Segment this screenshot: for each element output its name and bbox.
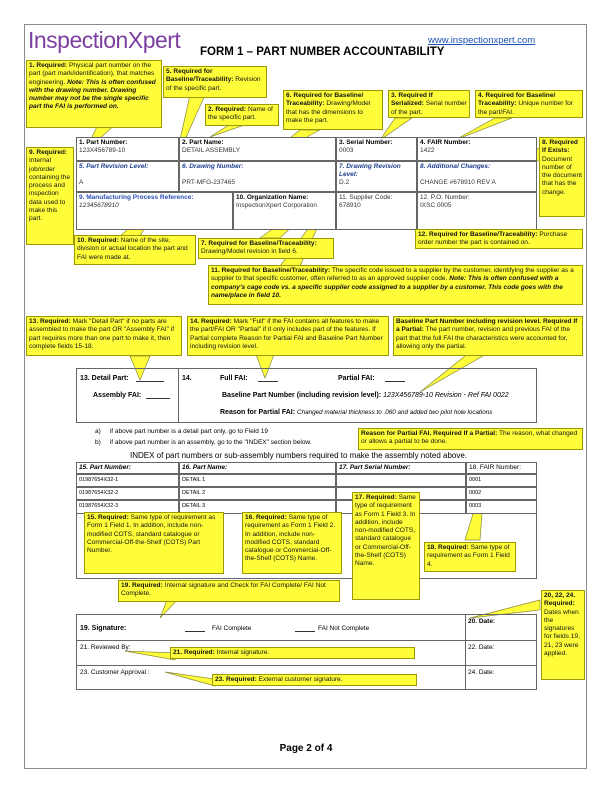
field-6-drawing-number[interactable]: 6. Drawing Number: PRT-MFG-237465 — [179, 161, 336, 192]
table-row[interactable]: 0002 — [466, 487, 537, 500]
field-2-part-name[interactable]: 2. Part Name: DETAIL ASSEMBLY — [179, 137, 336, 161]
option-b: b) if above part number is an assembly, go to the "INDEX" section below. — [95, 439, 312, 446]
table-row[interactable]: 01987654X32-1 — [76, 474, 179, 487]
fai-complete-checkbox[interactable] — [185, 631, 205, 632]
field-22-label: 22. Date: — [468, 644, 495, 651]
note-16: 16. Required: Same type of requirement as Form 1 Field 2. In addition, include non-modified COTS, standard catalogue or Commercial-Off-the-Shelf (COTS) Name. — [242, 512, 342, 574]
divider — [178, 368, 179, 423]
note-2: 2. Required: Name of the specific part. — [205, 104, 279, 126]
fai-not-complete-checkbox[interactable] — [295, 631, 315, 632]
table-row[interactable]: 01987654X32-2 — [76, 487, 179, 500]
note-19: 19. Required: Internal signature and Check for FAI Complete/ FAI Not Complete. — [118, 580, 340, 602]
partial-fai-checkbox[interactable] — [385, 381, 405, 382]
field-7-drawing-revision[interactable]: 7. Drawing Revision Level: D.2 — [336, 161, 417, 192]
col-17-header: 17. Part Serial Number: — [336, 462, 466, 474]
full-fai-checkbox[interactable] — [258, 381, 278, 382]
field-5-part-revision[interactable]: 5. Part Revision Level: A — [76, 161, 179, 192]
note-reason: Reason for Partial FAI. Required If a Partial: The reason, what changed or allows a partial to be done. — [358, 428, 583, 450]
note-7: 7. Required for Baseline/Traceability: Drawing/Model revision in field 6. — [198, 238, 334, 259]
note-9: 9. Required: Internal job/order containing the process and inspection data used to make this part. — [26, 147, 74, 245]
note-15: 15. Required: Same type of requirement as Form 1 Field 1. In addition, include non-modified COTS, standard catalogue or Commercial-Off-the-Shelf (COTS) Part Number. — [84, 512, 224, 574]
field-10-organization-name[interactable]: 10. Organization Name: InspectionXpert Corporation — [233, 192, 336, 230]
baseline-part-number[interactable]: Baseline Part Number (including revision level): 123X456789-10 Revision - Ref FAI 0022 — [222, 392, 509, 399]
field-19-label: 19. Signature: — [80, 625, 127, 632]
option-a: a) if above part number is a detail part only, go to Field 19 — [95, 428, 268, 435]
note-8: 8. Required If Exists: Document number of the document that has the change. — [539, 137, 585, 217]
fai-not-complete-label: FAI Not Complete — [318, 625, 370, 632]
field-20-label: 20. Date: — [468, 618, 496, 625]
index-title: INDEX of part numbers or sub-assembly numbers required to make the assembly noted above. — [130, 451, 468, 460]
field-9-manufacturing-ref[interactable]: 9. Manufacturing Process Reference: 12345678910 — [76, 192, 233, 230]
col-18-header: 18. FAIR Number: — [466, 462, 537, 474]
assembly-fai-label: Assembly FAI: — [93, 392, 142, 399]
field-23-label: 23. Customer Approval : — [80, 669, 150, 676]
table-row[interactable]: 0001 — [466, 474, 537, 487]
field-13-label: 13. Detail Part: — [80, 375, 129, 382]
detail-part-checkbox[interactable] — [136, 381, 164, 382]
note-4: 4. Required for Baseline/ Traceability: Unique number for the part/FAI. — [475, 90, 583, 118]
field-8-additional-changes[interactable]: 8. Additional Changes: CHANGE #678910 REV A — [417, 161, 537, 192]
assembly-fai-checkbox[interactable] — [146, 398, 170, 399]
note-baseline: Baseline Part Number including revision level. Required If a Partial: The part number, revision and previous FAI of the part that the full FAI the characteristics were accounted for, allowing only the partial. — [393, 316, 583, 356]
divider — [76, 665, 537, 666]
table-row[interactable]: DETAIL 3 — [179, 500, 336, 514]
note-21: 21. Required: Internal signature. — [170, 647, 415, 659]
note-11: 11. Required for Baseline/Traceability: The specific code issued to a supplier by the customer, identifying the supplier as a supplier to that specific customer, often referred to as an approved supplier code. Note: This is often confused with a company's cage code vs. a specific supplier code assigned to a supplier by a customer. This code goes with the name/place in field 10. — [208, 265, 583, 305]
form-title: FORM 1 – PART NUMBER ACCOUNTABILITY — [200, 46, 445, 58]
fai-complete-label: FAI Complete — [212, 625, 252, 632]
table-row[interactable]: DETAIL 1 — [179, 474, 336, 487]
note-1: 1. Required: Physical part number on the part (part mark/identification), that matches engineering. Note: This is often confused with the drawing number. Drawing number may not be the single specific part the FAI is performed on. — [26, 60, 162, 128]
full-fai-label: Full FAI: — [220, 375, 248, 382]
field-12-po-number[interactable]: 12. P.O. Number: IXSC 0005 — [417, 192, 537, 230]
note-3: 3. Required If Serialized: Serial number of the part. — [388, 90, 470, 118]
note-10: 10. Required: Name of the site, division or actual location the part and FAI were made at. — [74, 235, 196, 265]
table-row[interactable]: DETAIL 2 — [179, 487, 336, 500]
col-15-header: 15. Part Number: — [76, 462, 179, 474]
note-6: 6. Required for Baseline/ Traceability: Drawing/Model that has the dimensions to make the part. — [283, 90, 383, 130]
field-11-supplier-code[interactable]: 11. Supplier Code: 678910 — [336, 192, 417, 230]
note-18: 18. Required: Same type of requirement as Form 1 Field 4. — [424, 542, 516, 572]
field-3-serial-number[interactable]: 3. Serial Number: 0003 — [336, 137, 417, 161]
table-row[interactable] — [336, 474, 466, 487]
field-1-part-number[interactable]: 1. Part Number: 123X456789-10 — [76, 137, 179, 161]
partial-fai-label: Partial FAI: — [338, 375, 375, 382]
col-16-header: 16. Part Name: — [179, 462, 336, 474]
divider — [76, 640, 537, 641]
field-21-label: 21. Reviewed By: — [80, 644, 131, 651]
note-14: 14. Required: Mark "Full" if the FAI contains all features to make the part/FAI OR "Partial" if it only includes part of the features. If Partial complete Reason for Partial FAI and Baseline Part Number including revision level. — [187, 316, 389, 356]
logo: InspectionXpert — [28, 27, 181, 53]
note-23: 23. Required: External customer signature. — [212, 674, 417, 686]
table-row[interactable]: 01987654X32-3 — [76, 500, 179, 514]
note-12: 12. Required for Baseline/Traceability: Purchase order number the part is contained on. — [415, 229, 583, 249]
note-20-22-24: 20, 22, 24. Required: Dates when the signatures for fields 19, 21, 23 were applied. — [541, 590, 585, 680]
table-row[interactable]: 0003 — [466, 500, 537, 514]
note-5: 5. Required for Baseline/Traceability: Revision of the specific part. — [163, 66, 267, 98]
field-14-label: 14. — [182, 375, 192, 382]
note-17: 17. Required: Same type of requirement as Form 1 Field 3. In addition, include non-modified COTS, standard catalogue or Commercial-Off-the-Shelf (COTS) Name. — [352, 492, 420, 600]
page-number: Page 2 of 4 — [279, 743, 333, 754]
field-4-fair-number[interactable]: 4. FAIR Number: 1422 — [417, 137, 537, 161]
note-13: 13. Required: Mark "Detail Part" if no parts are assembled to make the part OR "Assembly FAI" if part requires more than one part to make it, then complete fields 15-18. — [26, 316, 182, 356]
website-link[interactable]: www.inspectionxpert.com — [428, 35, 536, 46]
divider — [465, 614, 466, 690]
field-24-label: 24. Date: — [468, 669, 495, 676]
reason-partial-fai[interactable]: Reason for Partial FAI: Changed material thickness to .060 and added two pilot hole locations — [220, 409, 493, 416]
